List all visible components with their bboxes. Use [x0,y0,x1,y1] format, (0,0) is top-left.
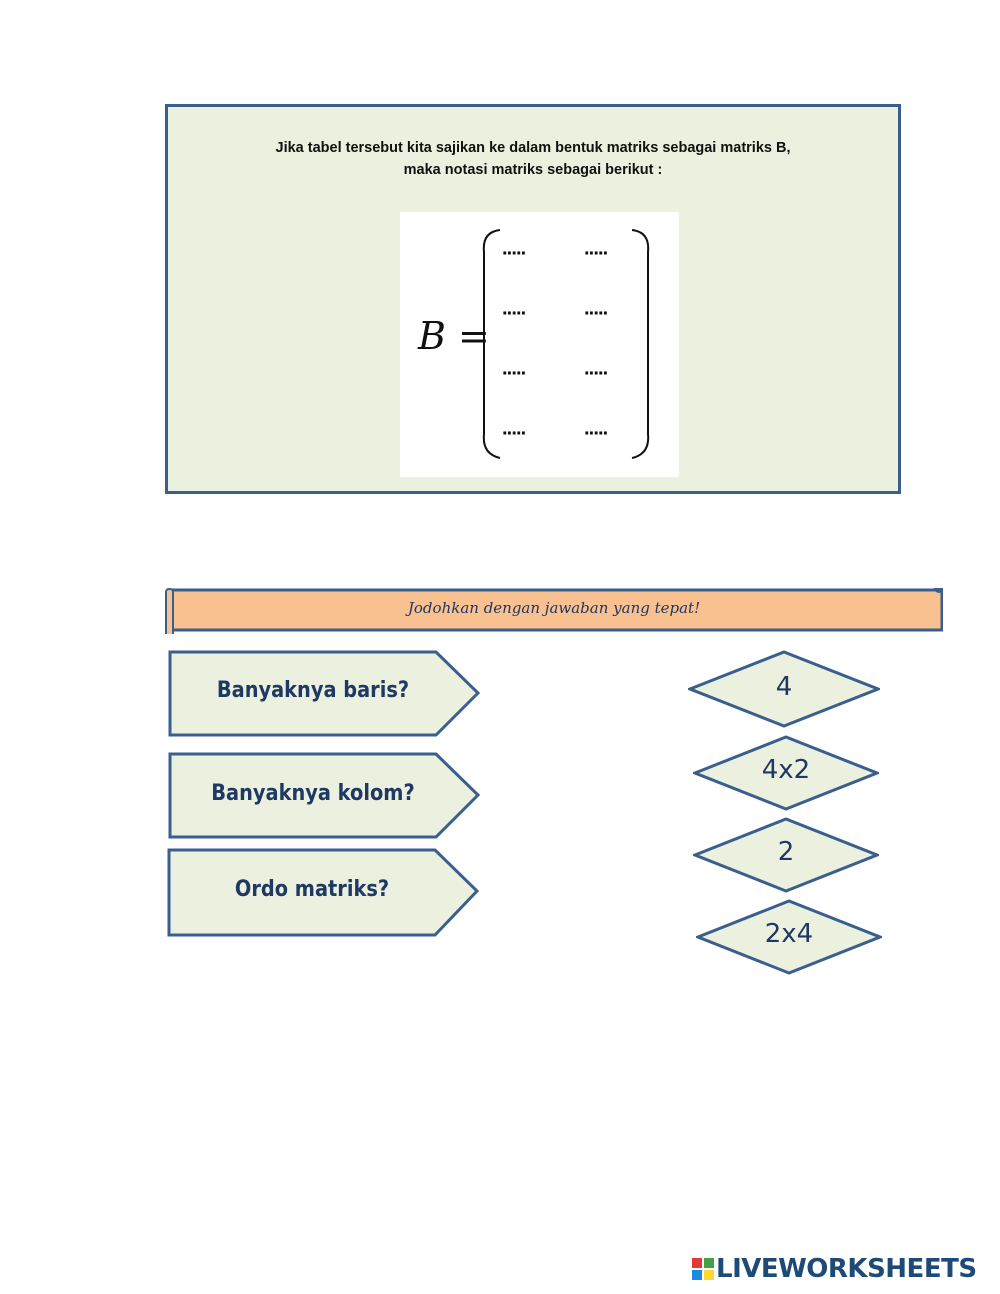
matrix-label: B = [418,314,490,358]
matrix-cell: ····· [502,243,526,265]
matrix-image [400,212,679,477]
intro-text [168,137,898,181]
question-label: Banyaknya kolom? [211,781,415,806]
logo-square-e [704,1270,714,1280]
answer-label: 2 [777,837,795,867]
question-ordo-matriks[interactable] [167,848,479,938]
question-banyaknya-kolom[interactable] [168,752,480,840]
answer-4x2[interactable] [693,735,879,811]
matrix-cell: ····· [584,303,608,325]
intro-line-1: Jika tabel tersebut kita sajikan ke dalam bentuk matriks sebagai matriks B, [275,140,791,156]
matrix-cell: ····· [584,363,608,385]
logo-square-l [692,1258,702,1268]
answer-2[interactable] [693,817,879,893]
answer-label: 2x4 [764,919,814,949]
answer-4[interactable] [688,650,880,728]
intro-panel [165,104,901,494]
instruction-banner [165,588,943,632]
banner-text: Jodohkan dengan jawaban yang tepat! [407,599,701,617]
matrix-cell: ····· [502,363,526,385]
question-label: Banyaknya baris? [216,678,410,703]
matrix-cell: ····· [502,303,526,325]
matrix-cell: ····· [584,243,608,265]
liveworksheets-logo [692,1252,977,1286]
liveworksheets-icon [692,1258,714,1280]
answer-label: 4 [775,672,793,702]
logo-square-i [704,1258,714,1268]
answer-label: 4x2 [761,755,811,785]
question-label: Ordo matriks? [234,877,390,902]
logo-square-v [692,1270,702,1280]
matrix-cell: ····· [584,423,608,445]
answer-2x4[interactable] [696,899,882,975]
logo-text: LIVEWORKSHEETS [716,1254,977,1284]
question-banyaknya-baris[interactable] [168,650,480,738]
intro-line-2: maka notasi matriks sebagai berikut : [403,162,663,178]
matrix-right-bracket [632,230,648,458]
matrix-cell: ····· [502,423,526,445]
